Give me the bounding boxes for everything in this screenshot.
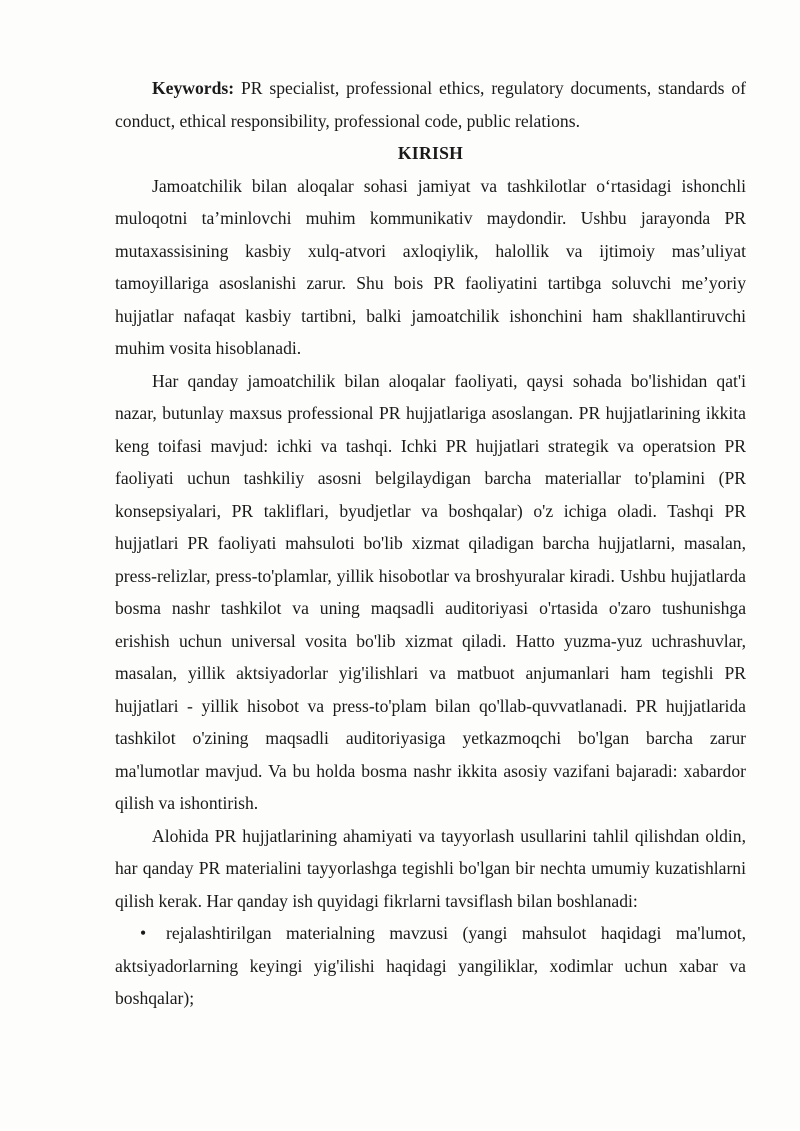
text-column bbox=[115, 72, 746, 1015]
bullet-marker-icon: • bbox=[140, 923, 147, 943]
body-paragraph-3: Alohida PR hujjatlarining ahamiyati va tayyorlash usullarini tahlil qilishdan oldin, har qanday PR materialini tayyorlashga tegishli bo'lgan bir nechta umumiy kuzatishlarni qilish kerak. Har qanday ish quyidagi fikrlarni tavsiflash bilan boshlanadi: bbox=[115, 825, 746, 911]
body-paragraph-1: Jamoatchilik bilan aloqalar sohasi jamiyat va tashkilotlar o‘rtasidagi ishonchli muloqotni ta’minlovchi muhim kommunikativ maydondir. Ushbu jarayonda PR mutaxassisining kasbiy xulq-atvori axloqiylik, halollik va ijtimoiy mas’uliyat tamoyillariga asoslanishi zarur. Shu bois PR faoliyatini tartibga soluvchi me’yoriy hujjatlar nafaqat kasbiy tartibni, balki jamoatchilik ishonchini ham shakllantiruvchi muhim vosita hisoblanadi. bbox=[115, 175, 746, 358]
section-heading-kirish: KIRISH bbox=[397, 143, 464, 163]
bullet-item-text: rejalashtirilgan materialning mavzusi (yangi mahsulot haqidagi ma'lumot, aktsiyadorlarning keyingi yig'ilishi haqidagi yangiliklar, xodimlar uchun xabar va boshqalar); bbox=[115, 923, 746, 1008]
keywords-label: Keywords: bbox=[152, 78, 235, 98]
body-paragraph-2: Har qanday jamoatchilik bilan aloqalar faoliyati, qaysi sohada bo'lishidan qat'i nazar, butunlay maxsus professional PR hujjatlariga asoslangan. PR hujjatlarining ikkita keng toifasi mavjud: ichki va tashqi. Ichki PR hujjatlari strategik va operatsion PR faoliyati uchun tashkiliy asosni belgilaydigan barcha materiallar to'plamini (PR konsepsiyalari, PR takliflari, byudjetlar va boshqalar) o'z ichiga oladi. Tashqi PR hujjatlari PR faoliyati mahsuloti bo'lib xizmat qiladigan barcha hujjatlarni, masalan, press-relizlar, press-to'plamlar, yillik hisobotlar va broshyuralar kiradi. Ushbu hujjatlarda bosma nashr tashkilot va uning maqsadli auditoriyasi o'rtasida o'zaro tushunishga erishish uchun universal vosita bo'lib xizmat qiladi. Hatto yuzma-yuz uchrashuvlar, masalan, yillik aktsiyadorlar yig'ilishlari va matbuot anjumanlari ham tegishli PR hujjatlari - yillik hisobot va press-to'plam bilan qo'llab-quvvatlanadi. PR hujjatlarida tashkilot o'zining maqsadli auditoriyasiga yetkazmoqchi bo'lgan barcha zarur ma'lumotlar mavjud. Va bu holda bosma nashr ikkita asosiy vazifani bajaradi: xabardor qilish va ishontirish. bbox=[115, 370, 746, 813]
keywords-text: PR specialist, professional ethics, regulatory documents, standards of conduct, ethical responsibility, professional code, public relations. bbox=[115, 78, 746, 131]
keywords-paragraph bbox=[115, 72, 746, 137]
bullet-item bbox=[115, 917, 746, 1015]
